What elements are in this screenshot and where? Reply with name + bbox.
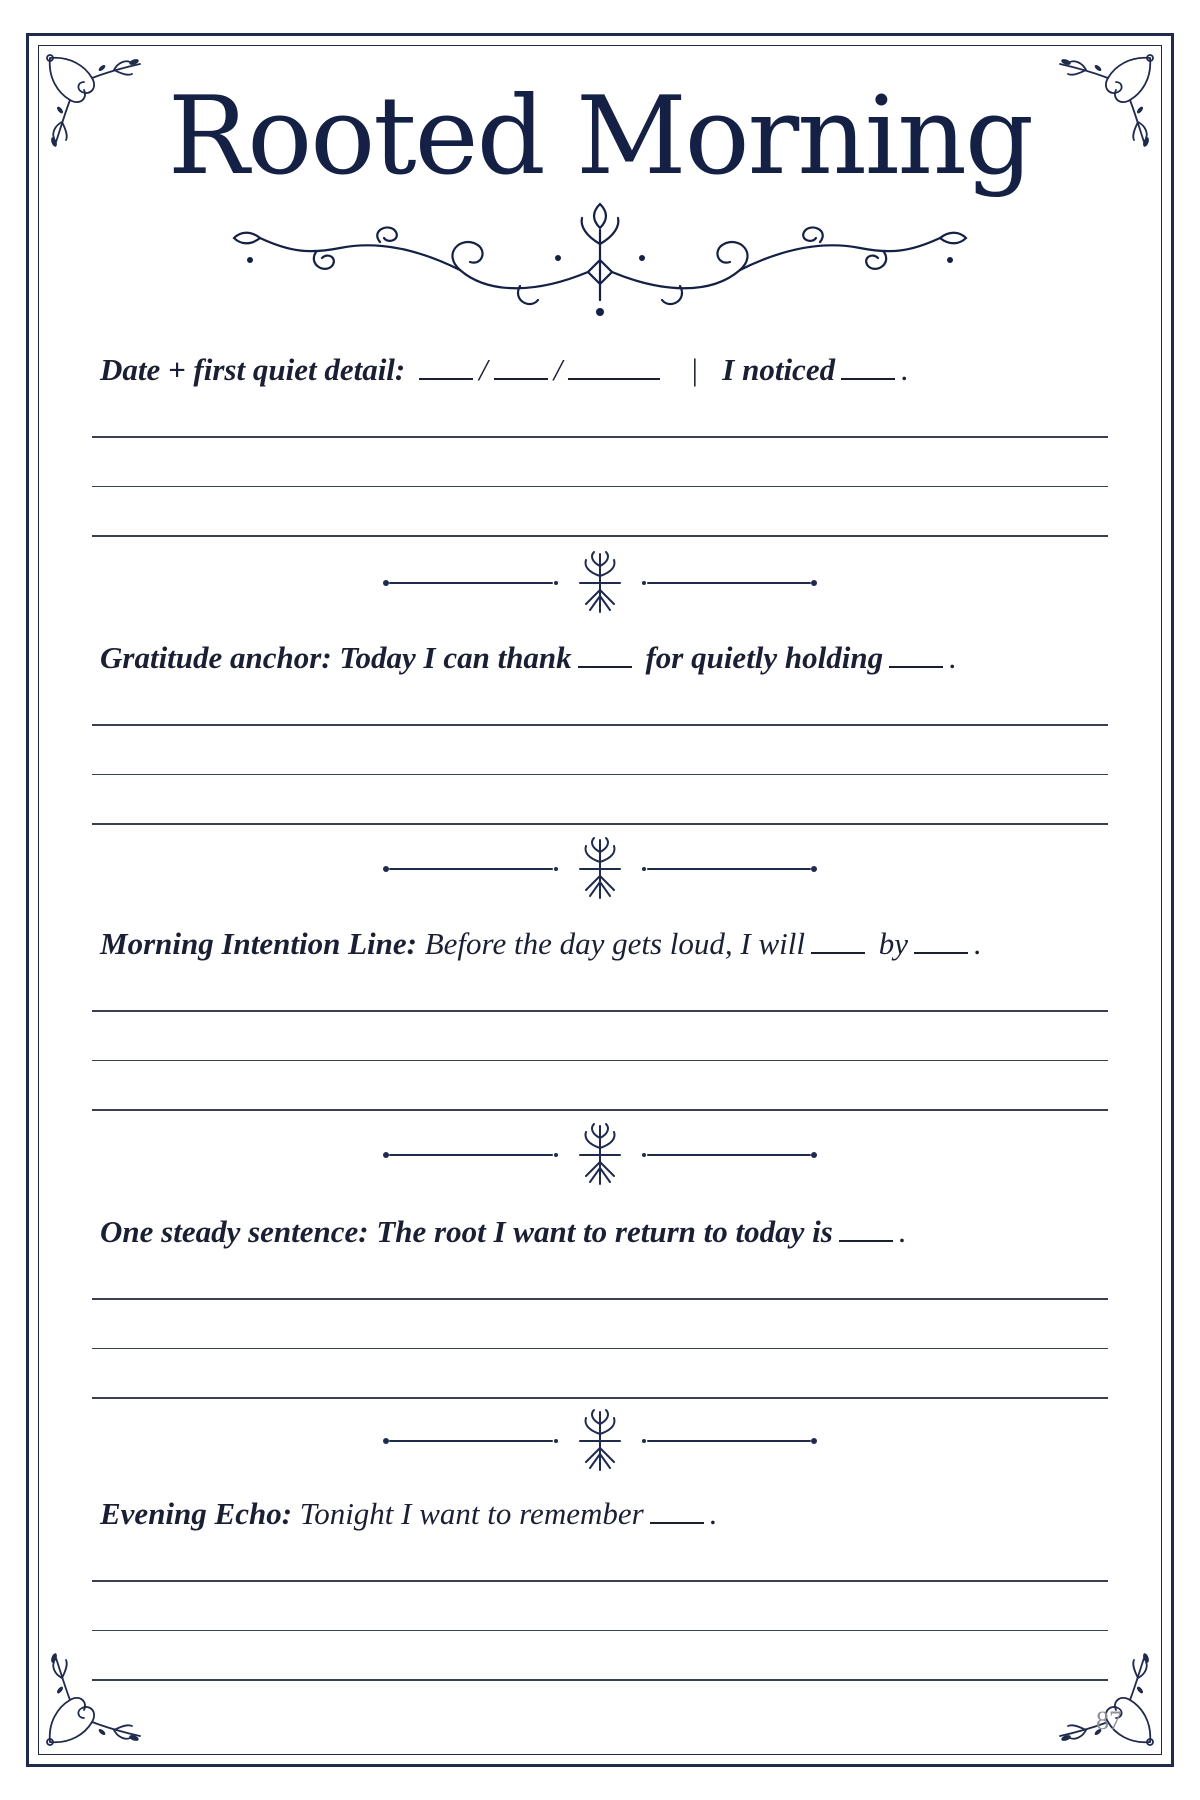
writing-line[interactable] [92, 486, 1108, 488]
period: . [901, 352, 909, 387]
date-separator: / [479, 352, 488, 387]
page-number: 87 [1096, 1706, 1122, 1735]
prompt-label: Evening Echo: [100, 1496, 293, 1531]
month-blank[interactable] [419, 354, 473, 380]
noticed-blank[interactable] [841, 354, 895, 380]
date-detail-section [92, 350, 1108, 537]
holding-blank[interactable] [889, 642, 943, 668]
prompt-text: Tonight I want to remember [299, 1496, 644, 1531]
field-separator: | [690, 352, 699, 387]
writing-line[interactable] [92, 1298, 1108, 1300]
evening-echo-prompt [92, 1494, 1108, 1534]
period: . [974, 926, 982, 961]
writing-line[interactable] [92, 774, 1108, 776]
date-separator: / [553, 352, 563, 387]
morning-intention-section [92, 924, 1108, 1111]
period: . [949, 640, 957, 675]
writing-line[interactable] [92, 1109, 1108, 1111]
writing-line[interactable] [92, 724, 1108, 726]
prompt-label: Date + first quiet detail: [100, 352, 406, 387]
scroll-flourish-icon [220, 200, 980, 320]
writing-line[interactable] [92, 1010, 1108, 1012]
thank-blank[interactable] [578, 642, 632, 668]
root-blank[interactable] [839, 1216, 893, 1242]
steady-sentence-prompt [92, 1212, 1108, 1252]
sprout-root-icon [380, 1120, 820, 1190]
evening-echo-section [92, 1494, 1108, 1681]
writing-line[interactable] [92, 823, 1108, 825]
steady-sentence-section [92, 1212, 1108, 1399]
period: . [898, 1214, 907, 1249]
prompt-text: by [878, 926, 908, 961]
prompt-label: Morning Intention Line: [100, 926, 417, 961]
prompt-label: for quietly holding [645, 640, 884, 675]
writing-line[interactable] [92, 1348, 1108, 1350]
sprout-root-icon [380, 834, 820, 904]
gratitude-anchor-section [92, 638, 1108, 825]
prompt-label: I noticed [722, 352, 836, 387]
prompt-label: Gratitude anchor: Today I can thank [100, 640, 572, 675]
remember-blank[interactable] [650, 1498, 704, 1524]
writing-line[interactable] [92, 1630, 1108, 1632]
writing-line[interactable] [92, 1679, 1108, 1681]
gratitude-anchor-prompt [92, 638, 1108, 678]
by-blank[interactable] [914, 928, 968, 954]
will-blank[interactable] [811, 928, 865, 954]
sprout-root-icon [380, 548, 820, 618]
sprout-root-icon [380, 1406, 820, 1476]
prompt-label: One steady sentence: The root I want to return to today is [100, 1214, 833, 1249]
morning-intention-prompt [92, 924, 1108, 964]
writing-line[interactable] [92, 1397, 1108, 1399]
year-blank[interactable] [568, 354, 660, 380]
writing-line[interactable] [92, 535, 1108, 537]
period: . [709, 1496, 718, 1531]
date-detail-prompt [92, 350, 1108, 390]
day-blank[interactable] [494, 354, 548, 380]
writing-line[interactable] [92, 1580, 1108, 1582]
page-title: Rooted Morning [167, 74, 1033, 199]
prompt-text: Before the day gets loud, I will [424, 926, 805, 961]
writing-line[interactable] [92, 1060, 1108, 1062]
writing-line[interactable] [92, 436, 1108, 438]
